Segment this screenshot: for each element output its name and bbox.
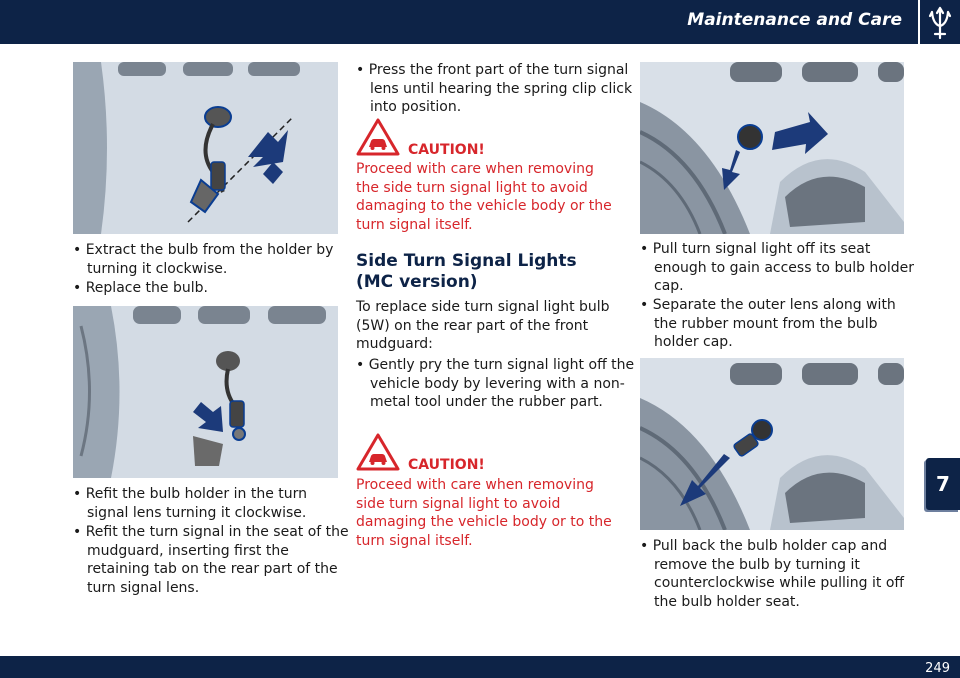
section-heading-mc-version: Side Turn Signal Lights (MC version): [356, 251, 577, 292]
figure-bulb-holder-extract: [73, 62, 338, 234]
step-press-lens: • Press the front part of the turn signal lens until hearing the spring clip click into position.: [356, 62, 633, 115]
step-refit-turn-signal: • Refit the turn signal in the seat of the mudguard, inserting first the retaining tab on the rear part of the turn signal lens.: [73, 524, 349, 596]
caution-title-1: CAUTION!: [408, 142, 485, 158]
page-number: 249: [925, 661, 950, 676]
step-extract-bulb: • Extract the bulb from the holder by turning it clockwise.: [73, 242, 334, 277]
section-title: Maintenance and Care: [687, 10, 902, 30]
step-pry-light: • Gently pry the turn signal light off the vehicle body by levering with a non-metal tool under the rubber part.: [356, 357, 635, 410]
trident-logo: [918, 0, 960, 44]
page-footer: [0, 656, 960, 678]
step-refit-bulb-holder: • Refit the bulb holder in the turn signal lens turning it clockwise.: [73, 486, 308, 521]
chapter-tab[interactable]: 7: [926, 458, 960, 510]
step-pull-light-off: • Pull turn signal light off its seat enough to gain access to bulb holder cap.: [640, 241, 915, 294]
step-replace-bulb: • Replace the bulb.: [73, 280, 208, 296]
caution-text-2: Proceed with care when removing side turn signal light to avoid damaging the vehicle body or to the turn signal itself.: [356, 477, 612, 549]
step-separate-lens: • Separate the outer lens along with the rubber mount from the bulb holder cap.: [640, 297, 896, 350]
figure-remove-bulb: [640, 358, 904, 530]
step-pull-back-cap: • Pull back the bulb holder cap and remove the bulb by turning it counterclockwise while pulling it off the bulb holder seat.: [640, 538, 905, 610]
figure-pull-signal-light: [640, 62, 904, 234]
caution-car-icon: [356, 118, 400, 156]
figure-bulb-holder-refit: [73, 306, 338, 478]
intro-paragraph: To replace side turn signal light bulb (5W) on the rear part of the front mudguard:: [356, 299, 610, 352]
caution-car-icon: [356, 433, 400, 471]
page-header: [0, 0, 960, 44]
caution-title-2: CAUTION!: [408, 457, 485, 473]
caution-text-1: Proceed with care when removing the side turn signal light to avoid damaging to the vehicle body or the turn signal itself.: [356, 161, 612, 233]
